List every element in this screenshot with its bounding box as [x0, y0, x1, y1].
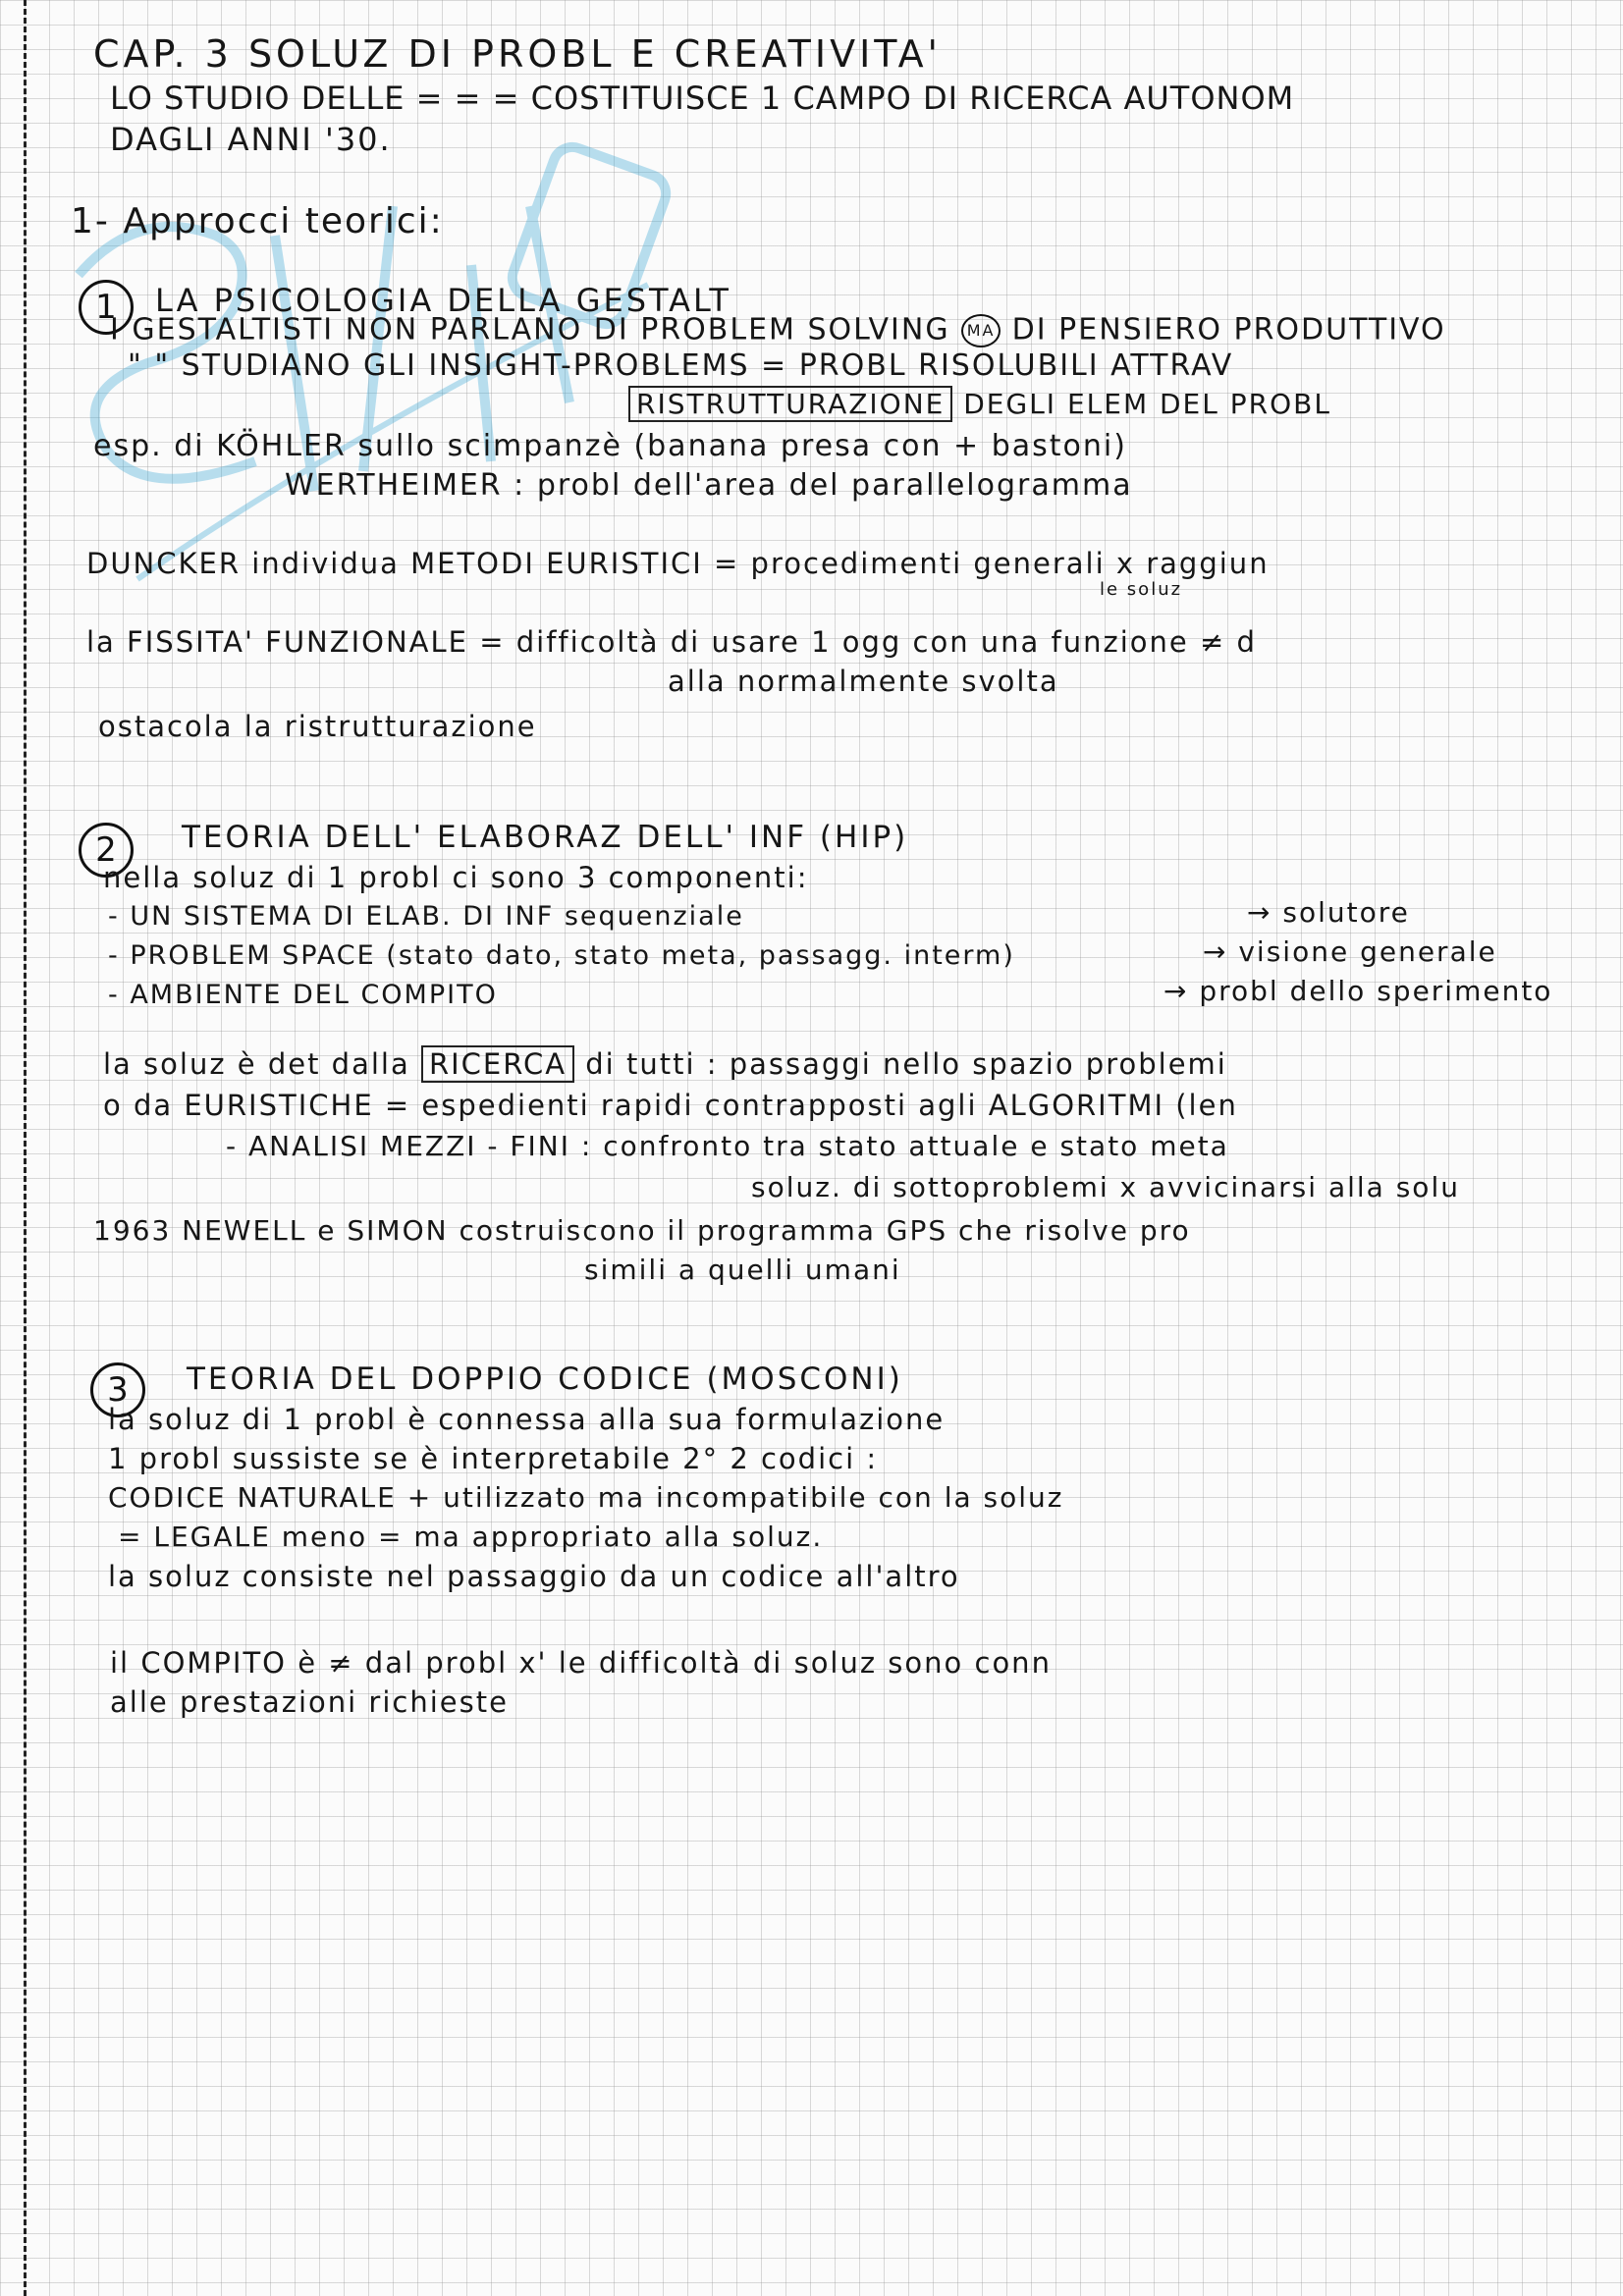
section-number-3: 3 [90, 1362, 145, 1417]
text-line: soluz. di sottoproblemi x avvicinarsi alla solu [751, 1171, 1460, 1203]
section-title: TEORIA DEL DOPPIO CODICE (MOSCONI) [187, 1362, 903, 1397]
text-line: la soluz di 1 probl è connessa alla sua formulazione [108, 1403, 946, 1436]
text-line: nella soluz di 1 probl ci sono 3 componenti: [103, 861, 809, 894]
text-line: alla normalmente svolta [668, 665, 1059, 698]
text-line: I GESTALTISTI NON PARLANO DI PROBLEM SOLVING MA DI PENSIERO PRODUTTIVO [110, 312, 1446, 347]
text-line: WERTHEIMER : probl dell'area del parallelogramma [285, 468, 1133, 503]
ma-circled: MA [961, 314, 1001, 347]
text-line: esp. di KÖHLER sullo scimpanzè (banana presa con + bastoni) [93, 429, 1127, 463]
ristrutturazione-boxed: RISTRUTTURAZIONE [628, 386, 952, 422]
section-number-1: 1 [79, 280, 134, 335]
text-line: - AMBIENTE DEL COMPITO [108, 980, 498, 1010]
section-heading: 1- Approcci teorici: [71, 201, 444, 241]
text-line: simili a quelli umani [584, 1254, 901, 1286]
text-line: 1963 NEWELL e SIMON costruiscono il programma GPS che risolve pro [93, 1214, 1191, 1247]
text-line: LO STUDIO DELLE = = = COSTITUISCE 1 CAMPO DI RICERCA AUTONOM [110, 80, 1295, 117]
text-line: - PROBLEM SPACE (stato dato, stato meta, passagg. interm) [108, 940, 1015, 971]
text-line: ostacola la ristrutturazione [98, 710, 537, 743]
text-line: la soluz consiste nel passaggio da un codice all'altro [108, 1560, 960, 1593]
text-line: → solutore [1247, 896, 1410, 929]
text-line: DAGLI ANNI '30. [110, 121, 392, 158]
text-line: 1 probl sussiste se è interpretabile 2° 2 codici : [108, 1442, 879, 1475]
text-line: alle prestazioni richieste [110, 1685, 509, 1719]
text-line: la FISSITA' FUNZIONALE = difficoltà di usare 1 ogg con una funzione ≠ d [86, 625, 1257, 659]
text-line: RISTRUTTURAZIONE DEGLI ELEM DEL PROBL [628, 391, 1331, 418]
section-title: LA PSICOLOGIA DELLA GESTALT [155, 282, 731, 319]
text-line: - ANALISI MEZZI - FINI : confronto tra stato attuale e stato meta [226, 1130, 1229, 1162]
text-line: - UN SISTEMA DI ELAB. DI INF sequenziale [108, 901, 744, 932]
text-line: = LEGALE meno = ma appropriato alla soluz. [118, 1521, 824, 1553]
text-line: il COMPITO è ≠ dal probl x' le difficoltà di soluz sono conn [110, 1646, 1052, 1680]
section-number-2: 2 [79, 823, 134, 878]
notebook-margin-dashes [24, 0, 27, 2296]
text-line: CODICE NATURALE + utilizzato ma incompatibile con la soluz [108, 1481, 1064, 1514]
text-line: la soluz è det dalla RICERCA di tutti : passaggi nello spazio problemi [103, 1047, 1227, 1081]
ricerca-boxed: RICERCA [421, 1045, 574, 1083]
text-line: le soluz [1100, 579, 1183, 600]
text-line: DUNCKER individua METODI EURISTICI = procedimenti generali x raggiun [86, 547, 1270, 580]
section-title: TEORIA DELL' ELABORAZ DELL' INF (HIP) [182, 820, 909, 855]
text-line: → probl dello sperimento [1163, 975, 1553, 1007]
text-line: " " STUDIANO GLI INSIGHT-PROBLEMS = PROBL RISOLUBILI ATTRAV [128, 348, 1234, 383]
text-line: → visione generale [1203, 935, 1497, 968]
page-title: CAP. 3 SOLUZ DI PROBL E CREATIVITA' [93, 32, 943, 76]
text-line: o da EURISTICHE = espedienti rapidi contrapposti agli ALGORITMI (len [103, 1089, 1238, 1122]
